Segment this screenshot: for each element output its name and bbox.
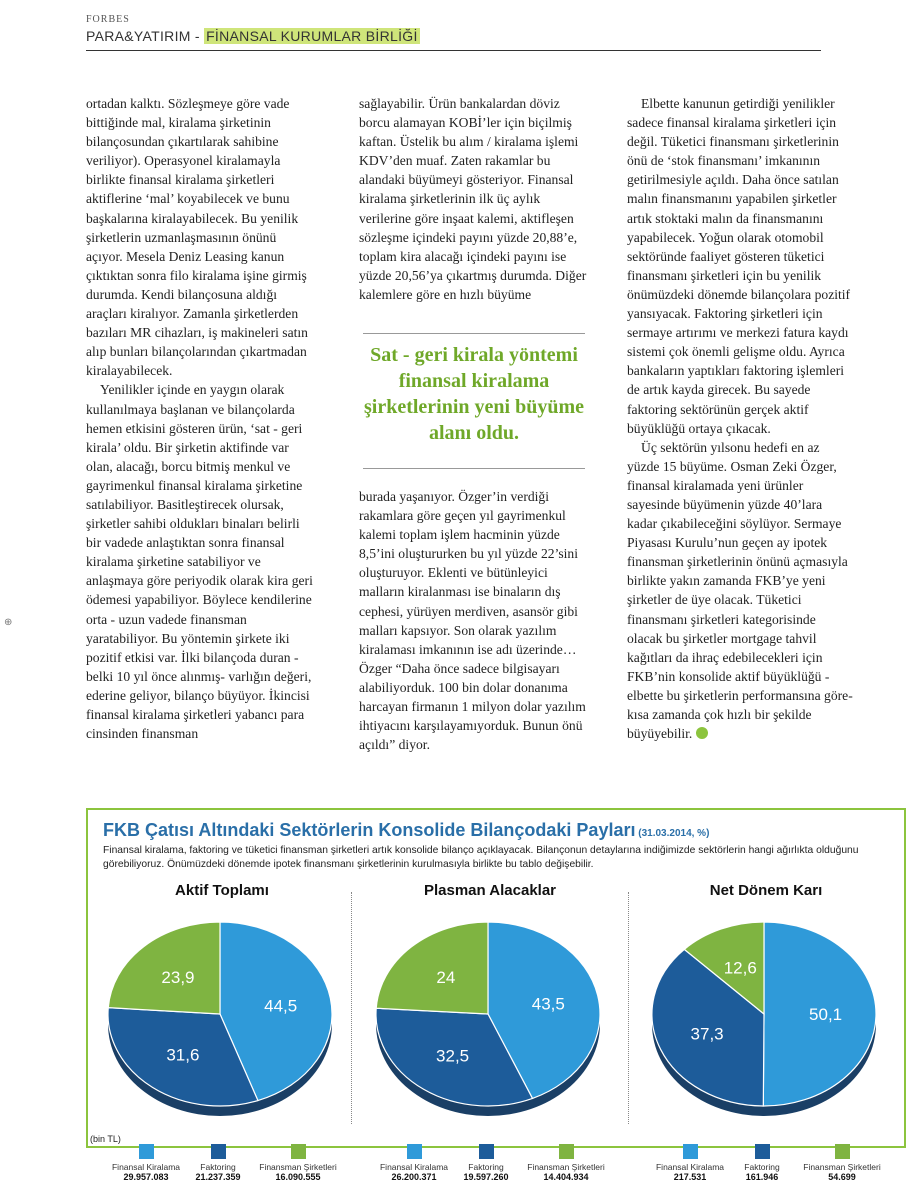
column2-paragraph-1: sağlayabilir. Ürün bankalardan döviz borcu alamayan KOBİ’ler için biçilmiş kaftan. Üstelik bu alım / kiralama işlemi KDV’den muaf. Zaten rakamlar bu alandaki büyümeyi gösteriyor. Finansal kiralama şirketlerinin ilk üç aylık verilerine göre inşaat kalemi, aktifleşen sözleşme içindeki payını yüzde 20,88’e, toplam kira alacağı içindeki payını ise yüzde 20,56’ya çıkartmış durumda. Diğer kalemlere göre en hızlı büyüme <box>359 96 587 302</box>
article-column-1 <box>86 94 314 743</box>
legend-swatch <box>755 1144 770 1159</box>
legend-amount: 14.404.934 <box>543 1172 589 1182</box>
legend-label: Faktoring <box>744 1162 780 1172</box>
registration-mark: ⊕ <box>4 617 13 628</box>
legend-item <box>106 1144 186 1183</box>
infobox-title <box>103 820 709 841</box>
legend-label: Finansman Şirketleri <box>259 1162 337 1172</box>
chart-title: Net Dönem Karı <box>709 882 823 899</box>
legend-amount: 21.237.359 <box>195 1172 241 1182</box>
pie-chart-net-donem-kari <box>636 882 896 1182</box>
article-column-3 <box>627 94 853 743</box>
chart-title: Aktif Toplamı <box>175 882 269 899</box>
legend-item <box>722 1144 802 1183</box>
infobox-description: Finansal kiralama, faktoring ve tüketici finansman şirketleri artık konsolide bilanço açıklayacak. Bilançonun detaylarına indiğimizde sektörlerin hangi ağırlıkta olduğunu görebiliyoruz. Önümüzdeki dönemde ipotek finansmanı şirketlerinin kurulmasıyla birlikte bu tablo değişebilir. <box>103 845 859 870</box>
pie-chart-plasman-alacaklar <box>360 882 620 1182</box>
legend-label: Finansal Kiralama <box>655 1162 725 1172</box>
pie-svg <box>92 904 352 1142</box>
pie-chart-aktif-toplami <box>92 882 352 1182</box>
chart-divider-2 <box>628 892 629 1124</box>
pull-quote: Sat - geri kirala yöntemi finansal kiralama şirketlerinin yeni büyüme alanı oldu. <box>363 344 584 444</box>
legend-swatch <box>211 1144 226 1159</box>
pie-value-label: 23,9 <box>161 968 195 988</box>
legend-swatch <box>559 1144 574 1159</box>
legend-amount: 161.946 <box>745 1172 779 1182</box>
legend-label: Finansman Şirketleri <box>803 1162 881 1172</box>
legend-swatch <box>291 1144 306 1159</box>
legend-label: Faktoring <box>468 1162 504 1172</box>
legend-item <box>650 1144 730 1183</box>
chart-legend <box>360 1144 620 1184</box>
legend-amount: 29.957.083 <box>123 1172 169 1182</box>
legend-item <box>526 1144 606 1183</box>
column3-paragraph-2-text: Üç sektörün yılsonu hedefi en az yüzde 15 büyüme. Osman Zeki Özger, finansal kiralamada yeni ürünler sayesinde büyümenin yüzde 40’lara kadar çıkabileceğini söylüyor. Sermaye Piyasası Kurulu’nun geçen ay ipotek finansman şirketlerinin önünü açmasıyla birlikte yakın zamanda FKB’ye yeni şirketler de üye olacak. Tüketici finansmanı şirketleri kategorisinde olacak bu şirketler mortgage tahvil kağıtları da ihraç edebilecekleri için FKB’nin konsolide aktif büyüklüğü -elbette bu şirketlerin performansına göre- kısa zamanda çok hızlı bir şekilde büyüyebilir. <box>627 439 853 742</box>
chart-legend <box>636 1144 896 1184</box>
legend-amount: 54.699 <box>828 1172 856 1182</box>
pull-quote-top-rule <box>363 333 585 334</box>
legend-item <box>446 1144 526 1183</box>
legend-swatch <box>479 1144 494 1159</box>
pull-quote-bottom-rule <box>363 468 585 469</box>
unit-label: (bin TL) <box>90 1134 121 1144</box>
legend-amount: 217.531 <box>673 1172 707 1182</box>
pie-svg <box>360 904 620 1142</box>
column2-paragraph-2: burada yaşanıyor. Özger’in verdiği rakamlara göre geçen yıl gayrimenkul kalemi toplam işlem hacminin yüzde 8,5’ini oluştururken bu yıl yüzde 22’sini oluşturuyor. Eklenti ve bütünleyici malların kiralanması ise binaların dış cephesi, yürüyen merdiven, asansör gibi malları kapsıyor. Son olarak yazılım kiralaması imkanının ise adı üzerinde… Özger “Daha önce sadece bilgisayarı alabiliyorduk. 100 bin dolar donanıma harcayan firmanın 1 milyon dolar yazılım ihtiyacını karşılayamıyorduk. Bunun önü açıldı” diyor. <box>359 489 586 753</box>
pie-value-label: 44,5 <box>264 996 298 1016</box>
legend-label: Finansal Kiralama <box>111 1162 181 1172</box>
pie-value-label: 24 <box>436 968 456 988</box>
chart-title: Plasman Alacaklar <box>423 882 557 899</box>
column3-paragraph-1: Elbette kanunun getirdiği yenilikler sadece finansal kiralama şirketleri için değil. Tüketici finansmanı şirketlerinin önü de ‘stok finansmanı’ imkanının getirilmesiyle açıldı. Daha önce satılan malın finansmanını yapabilen şirketler artık stoktaki malın da finansmanını yapabilecek. Yoğun olarak otomobil sektöründe faaliyet gösteren tüketici finansmanı şirketleri için bu yenilik önümüzdeki dönemde bilançolara pozitif yansıyacak. Faktoring şirketleri için sermaye artırımı ve merkezi fatura kaydı sistemi çok önemli gelişme oldu. Ayrıca bankaların yaptıkları faktoring işlemleri de artık kayda girecek. Bu sayede faktoring sektörünün gerçek aktif büyüklüğü ortaya çıkacak. <box>627 96 851 436</box>
article-column-2-continued <box>359 487 587 754</box>
section-header <box>86 28 420 44</box>
pie-value-label: 50,1 <box>809 1005 843 1025</box>
legend-label: Finansal Kiralama <box>379 1162 449 1172</box>
legend-amount: 16.090.555 <box>275 1172 321 1182</box>
pie-value-label: 37,3 <box>690 1024 724 1044</box>
infobox-title-text: FKB Çatısı Altındaki Sektörlerin Konsolide Bilançodaki Payları <box>103 820 636 840</box>
infobox <box>86 808 906 1182</box>
legend-swatch <box>835 1144 850 1159</box>
header-rule <box>86 50 821 51</box>
section-highlight: FİNANSAL KURUMLAR BİRLİĞİ <box>206 28 418 44</box>
article-end-icon <box>696 727 708 739</box>
column3-paragraph-2 <box>627 438 853 744</box>
pie-value-label: 12,6 <box>723 958 757 978</box>
pie-value-label: 31,6 <box>166 1045 200 1065</box>
section-prefix: PARA&YATIRIM - <box>86 28 205 44</box>
pie-value-label: 43,5 <box>531 994 565 1014</box>
chart-legend <box>92 1144 352 1184</box>
legend-item <box>258 1144 338 1183</box>
legend-item <box>802 1144 882 1183</box>
article-column-2 <box>359 94 587 304</box>
pie-value-label: 32,5 <box>436 1046 470 1066</box>
legend-amount: 19.597.260 <box>463 1172 509 1182</box>
publication-name: FORBES <box>86 14 130 25</box>
legend-swatch <box>407 1144 422 1159</box>
legend-label: Faktoring <box>200 1162 236 1172</box>
infobox-date: (31.03.2014, %) <box>635 828 710 839</box>
legend-item <box>374 1144 454 1183</box>
legend-label: Finansman Şirketleri <box>527 1162 605 1172</box>
legend-swatch <box>139 1144 154 1159</box>
column1-paragraph-2: Yenilikler içinde en yaygın olarak kullanılmaya başlanan ve bilançolarda hemen etkisini gösteren ürün, ‘sat - geri kirala’ oldu. Bir şirketin aktifinde var olan, alacağı, borcu bitmiş menkul ve gayrimenkul finansal kiralama şirketine satılabiliyor. Basitleştirecek olursak, şirketler sahibi oldukları binaları belirli bir vadede anlaştıktan sonra finansal kiralama şirketine satabiliyor ve anlaşmaya göre periyodik olarak kira geri ödemesi yapabiliyor. Böylece kendilerine orta - uzun vadede finansman yaratabiliyor. Bu yöntemin şirkete iki pozitif etkisi var. İlki bilançoda duran -belki 10 yıl önce alınmış- varlığın değeri, ederine geliyor, bilanço büyüyor. İkincisi finansal kiralama şirketleri yabancı para cinsinden finansman <box>86 382 313 742</box>
legend-item <box>178 1144 258 1183</box>
legend-swatch <box>683 1144 698 1159</box>
legend-amount: 26.200.371 <box>391 1172 437 1182</box>
column1-paragraph-1: ortadan kalktı. Sözleşmeye göre vade bittiğinde mal, kiralama şirketinin bilançosundan çıkartılarak sahibine veriliyor). Operasyonel kiralamayla birlikte finansal kiralama şirketleri aktiflerine ‘mal’ koyabilecek ve bunu başkalarına kiralayabilecek. Bu yenilik şirketlerin uzmanlaşmasının önünü açıyor. Mesela Deniz Leasing kanun çıktıktan sonra filo kiralama işine girmiş durumda. Kendi bilançosuna aldığı araçları kiralıyor. Zamanla şirketlerden bazıları MR cihazları, iş makineleri satın alıp bunları bilançolarından çıkartmadan kiralayabilecek. <box>86 96 308 379</box>
pie-slice-finansman <box>376 922 488 1014</box>
pie-svg <box>636 904 896 1142</box>
